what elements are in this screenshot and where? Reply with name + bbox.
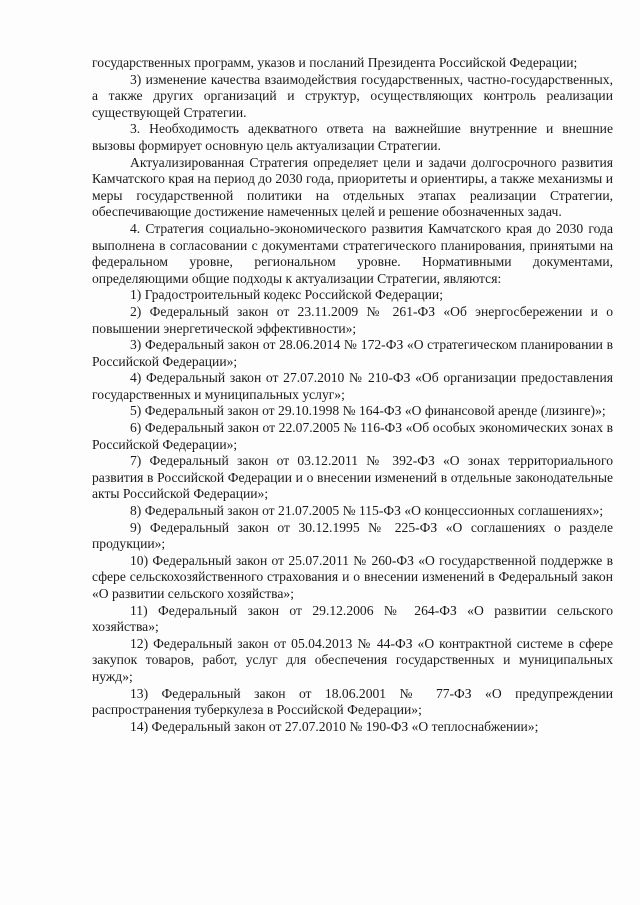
list-item-law-392: 7) Федеральный закон от 03.12.2011 № 392-ФЗ «О зонах территориального развития в Российской Федерации и о внесении изменений в отдельные законодательные акты Российской Федерации»; xyxy=(92,453,613,502)
list-item-law-172: 3) Федеральный закон от 28.06.2014 № 172-ФЗ «О стратегическом планировании в Российской Федерации»; xyxy=(92,337,613,369)
paragraph-updated-strategy: Актуализированная Стратегия определяет цели и задачи долгосрочного развития Камчатского края на период до 2030 года, приоритеты и ориентиры, а также механизмы и меры государственной политики на отдельных этапах реализации Стратегии, обеспечивающие достижение намеченных целей и решение обозначенных задач. xyxy=(92,154,613,220)
list-item-urban-planning-code: 1) Градостроительный кодекс Российской Федерации; xyxy=(130,287,443,303)
list-item-law-225: 9) Федеральный закон от 30.12.1995 № 225-ФЗ «О соглашениях о разделе продукции»; xyxy=(92,519,613,552)
list-item-law-116: 6) Федеральный закон от 22.07.2005 № 116-ФЗ «Об особых экономических зонах в Российской Федерации»; xyxy=(92,420,613,452)
list-item-law-260: 10) Федеральный закон от 25.07.2011 № 260-ФЗ «О государственной поддержке в сфере сельскохозяйственного страхования и о внесении изменений в Федеральный закон «О развитии сельского хозяйства»; xyxy=(92,552,613,601)
list-item-law-190: 14) Федеральный закон от 27.07.2010 № 190-ФЗ «О теплоснабжении»; xyxy=(130,718,539,734)
paragraph-section-4-strategy: 4. Стратегия социально-экономического развития Камчатского края до 2030 года выполнена в согласовании с документами стратегического планирования, принятыми на федеральном уровне, региональном уровне. Нормативными документами, определяющими общие подходы к актуализации Стратегии, являются: xyxy=(92,220,613,286)
paragraph-federation-continuation: государственных программ, указов и посланий Президента Российской Федерации; xyxy=(92,55,578,70)
paragraph-item-3-interaction-quality: 3) изменение качества взаимодействия государственных, частно-государственных, а также других организаций и структур, осуществляющих контроль реализации существующей Стратегии. xyxy=(92,71,613,120)
list-item-law-164: 5) Федеральный закон от 29.10.1998 № 164-ФЗ «О финансовой аренде (лизинге)»; xyxy=(130,403,606,419)
list-item-law-44: 12) Федеральный закон от 05.04.2013 № 44-ФЗ «О контрактной системе в сфере закупок товаров, работ, услуг для обеспечения государственных и муниципальных нужд»; xyxy=(92,635,613,684)
list-item-law-261: 2) Федеральный закон от 23.11.2009 № 261-ФЗ «Об энергосбережении и о повышении энергетической эффективности»; xyxy=(92,303,613,336)
list-item-law-210: 4) Федеральный закон от 27.07.2010 № 210-ФЗ «Об организации предоставления государственных и муниципальных услуг»; xyxy=(92,370,613,402)
list-item-law-115: 8) Федеральный закон от 21.07.2005 № 115-ФЗ «О концессионных соглашениях»; xyxy=(130,503,604,519)
list-item-law-264: 11) Федеральный закон от 29.12.2006 № 264-ФЗ «О развитии сельского хозяйства»; xyxy=(92,602,613,635)
document-body xyxy=(92,55,613,735)
list-item-law-77: 13) Федеральный закон от 18.06.2001 № 77-ФЗ «О предупреждении распространения туберкулеза в Российской Федерации»; xyxy=(92,685,613,718)
paragraph-section-3-necessity: 3. Необходимость адекватного ответа на важнейшие внутренние и внешние вызовы формирует основную цель актуализации Стратегии. xyxy=(92,121,613,153)
